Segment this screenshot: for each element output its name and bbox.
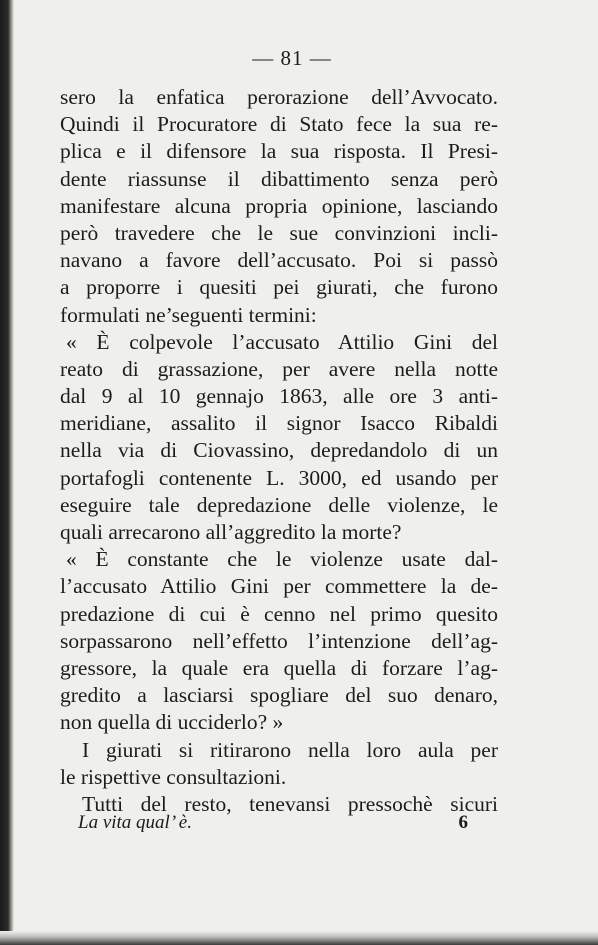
signature-mark: La vita qual’ è. (78, 812, 192, 833)
text-line: reato di grassazione, per avere nella notte (60, 356, 498, 381)
question-2-line: « È constante che le violenze usate dal- (66, 547, 498, 572)
text-line: gredito a lasciarsi spogliare del suo denaro, (60, 683, 498, 708)
text-line: eseguire tale depredazione delle violenze, le (60, 492, 498, 517)
page-binding-edge (0, 0, 14, 945)
text-line: dente riassunse il dibattimento senza però (60, 166, 498, 191)
text-line: non quella di ucciderlo? » (60, 710, 284, 735)
text-line: meridiane, assalito il signor Isacco Ribaldi (60, 411, 498, 436)
body-text (60, 84, 498, 818)
text-line: dal 9 al 10 gennajo 1863, alle ore 3 anti- (60, 384, 498, 409)
text-line: sorpassarono nell’effetto l’intenzione dell’ag- (60, 628, 498, 653)
text-line: l’accusato Attilio Gini per commettere la de- (60, 574, 498, 599)
text-line: formulati ne’seguenti termini: (60, 302, 317, 327)
text-line: portafogli contenente L. 3000, ed usando per (60, 465, 498, 490)
text-line: sero la enfatica perorazione dell’Avvocato. (60, 85, 498, 109)
text-line: plica e il difensore la sua risposta. Il Presi- (60, 139, 498, 164)
page-number: — 81 — (252, 46, 332, 70)
paragraph-line: Tutti del resto, tenevansi pressochè sicuri (82, 791, 498, 816)
text-line: quali arrecarono all’aggredito la morte? (60, 520, 402, 544)
text-line: manifestare alcuna propria opinione, lasciando (60, 193, 498, 218)
paragraph-line: I giurati si ritirarono nella loro aula per (82, 737, 498, 762)
text-line: nella via di Ciovassino, depredandolo di un (60, 438, 498, 463)
page-bottom-edge (0, 931, 598, 945)
text-line: predazione di cui è cenno nel primo quesito (60, 601, 498, 626)
text-line: le rispettive consultazioni. (60, 764, 287, 789)
text-line: a proporre i quesiti pei giurati, che furono (60, 275, 498, 300)
sheet-number: 6 (458, 812, 468, 833)
text-line: Quindi il Procuratore di Stato fece la sua re- (60, 112, 498, 137)
text-line: però travedere che le sue convinzioni incli- (60, 220, 498, 245)
question-1-line: « È colpevole l’accusato Attilio Gini del (66, 329, 498, 354)
page-footer (78, 812, 468, 834)
text-line: gressore, la quale era quella di forzare l’ag- (60, 655, 498, 680)
text-line: navano a favore dell’accusato. Poi si passò (60, 248, 498, 273)
